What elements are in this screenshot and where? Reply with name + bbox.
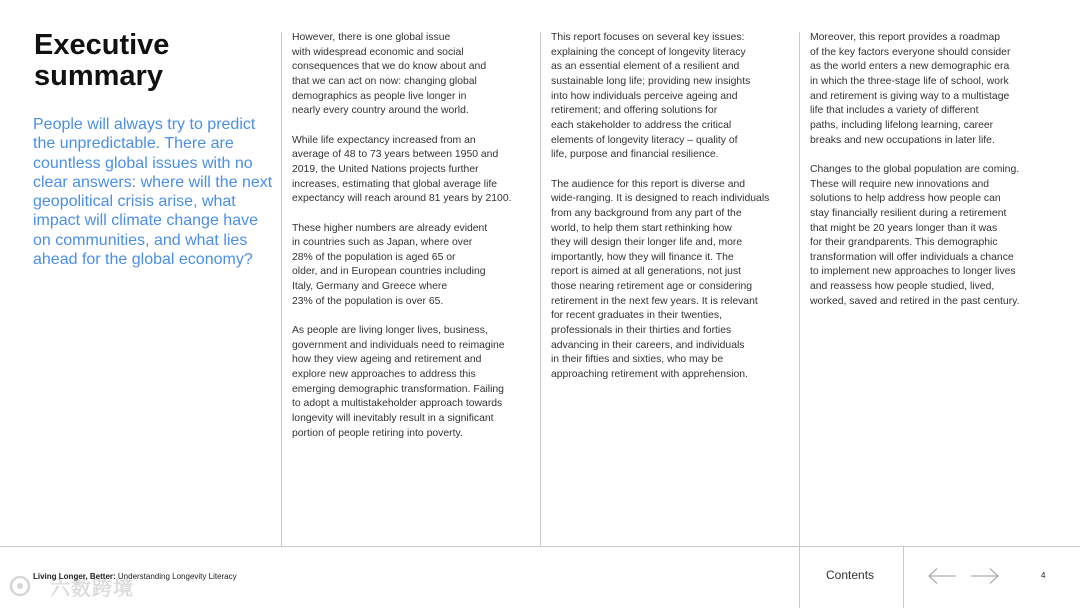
footer-divider [903,546,904,608]
body-paragraph: Changes to the global population are coming. These will require new innovations and solutions to help address how people can stay financially resilient during a retirement that might be 20 years longer than it was for their grandparents. This demographic transformation will offer individuals a chance to implement new approaches to longer lives and reassess how people studied, lived, worked, saved and retired in the past century. [810,163,1020,307]
footer-divider [799,546,800,608]
body-paragraph: The audience for this report is diverse and wide-ranging. It is designed to reach individuals from any background from any part of the world, to help them start rethinking how they will design their longer life and, more importantly, how they will finance it. The report is aimed at all generations, not just those nearing retirement age or considering retirement in the next few years. It is relevant for recent graduates in their twenties, professionals in their thirties and forties advancing in their careers, and individuals in their fifties and sixties, who may be approaching retirement with apprehension. [551,178,770,381]
body-column-1 [292,31,537,456]
watermark-logo-icon [8,574,32,598]
body-paragraph: This report focuses on several key issues: explaining the concept of longevity literacy as an essential element of a resilient and sustainable long life; providing new insights into how individuals perceive ageing and retirement; and offering solutions for each stakeholder to address the critical elements of longevity literacy – quality of life, purpose and financial resilience. [551,32,751,161]
body-paragraph: These higher numbers are already evident in countries such as Japan, where over 28% of the population is aged 65 or older, and in European countries including Italy, Germany and Greece where 23% of the population is over 65. [292,222,488,307]
arrow-left-icon[interactable] [927,567,957,585]
watermark-text: 六数跨境 [50,578,134,600]
report-title-bold: Living Longer, Better: [33,572,116,581]
lead-paragraph: People will always try to predict the unpredictable. There are countless global issues with no clear answers: where will the next geopolitical crisis arise, what impact will climate change have on communities, and what lies ahead for the global economy? [33,116,273,269]
body-column-3 [810,31,1055,324]
body-paragraph: As people are living longer lives, business, government and individuals need to reimagine how they view ageing and retirement and explore new approaches to address this emerging demographic transformation. Failing to adopt a multistakeholder approach towards longevity will inevitably result in a significant portion of people retiring into poverty. [292,325,505,439]
arrow-right-icon[interactable] [970,567,1000,585]
footer-rule [0,546,1080,547]
page-number: 4 [1041,571,1046,580]
report-title-rest: Understanding Longevity Literacy [115,572,237,581]
body-column-2 [551,31,796,397]
column-divider [540,32,541,546]
report-title [33,572,237,581]
page-title: Executive summary [34,29,170,92]
contents-link[interactable]: Contents [826,568,875,582]
body-paragraph: While life expectancy increased from an average of 48 to 73 years between 1950 and 2019, the United Nations projects further increases, estimating that global average life expectancy will reach around 81 years by 2100. [292,134,512,205]
column-divider [281,32,282,546]
column-divider [799,32,800,546]
body-paragraph: However, there is one global issue with widespread economic and social consequences that we do know about and that we can act on now: changing global demographics as people live longer in nearly every country around the world. [292,32,487,117]
body-paragraph: Moreover, this report provides a roadmap of the key factors everyone should consider as the world enters a new demographic era in which the three-stage life of school, work and retirement is giving way to a multistage life that includes a variety of different paths, including lifelong learning, career breaks and new occupations in later life. [810,32,1011,146]
